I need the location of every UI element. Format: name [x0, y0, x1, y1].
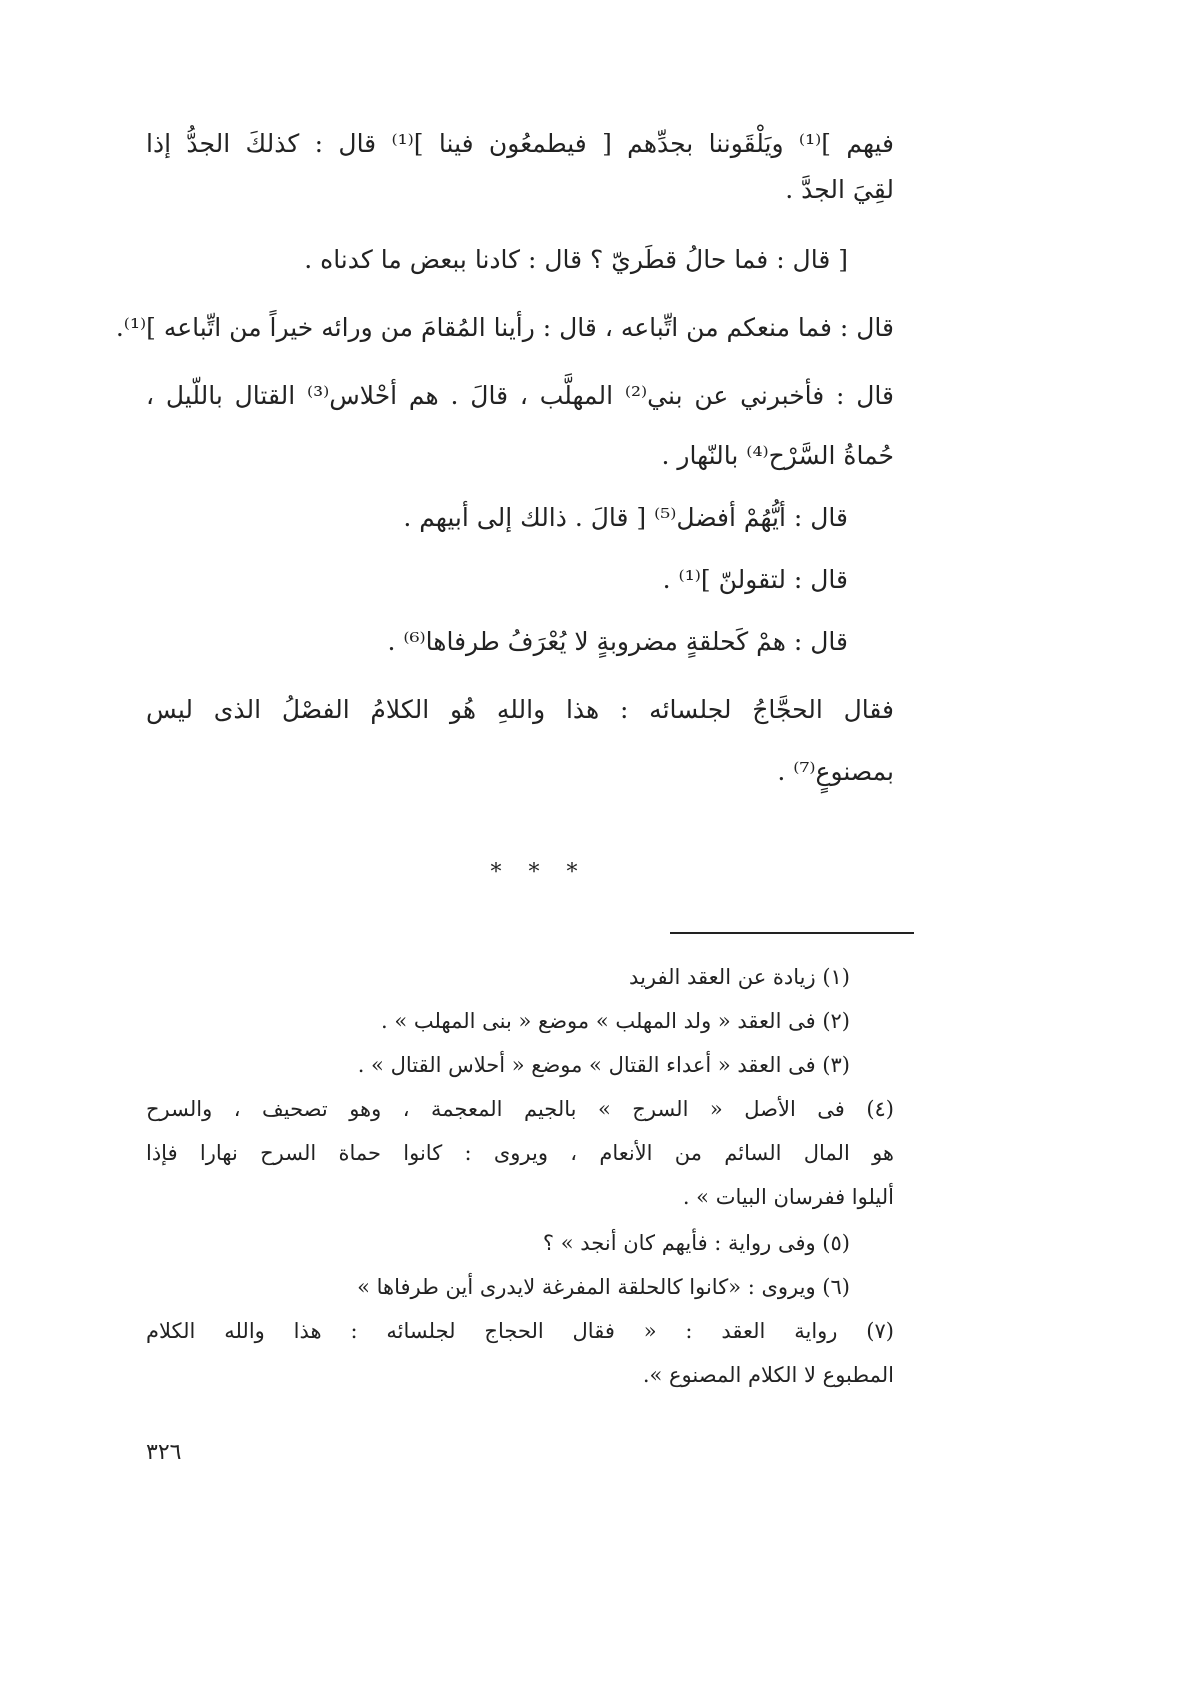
body-line: قال : لتقولنّ ]⁽¹⁾ .: [662, 565, 848, 594]
footnote-line: أليلوا ففرسان البيات » .: [682, 1185, 894, 1209]
body-line: لقِيَ الجدَّ .: [785, 175, 894, 204]
footnote-line: (٧) رواية العقد : « فقال الحجاج لجلسائه : هذا والله الكلام: [146, 1319, 894, 1343]
body-line: قال : فأخبرني عن بني⁽²⁾ المهلَّب ، قالَ . هم أحْلاس⁽³⁾ القتال باللّيل ،: [146, 381, 894, 410]
body-line: بمصنوعٍ⁽⁷⁾ .: [777, 757, 894, 786]
footnote-line: (٦) ويروى : «كانوا كالحلقة المفرغة لايدرى أين طرفاها »: [357, 1275, 850, 1299]
page-number: ٣٢٦: [146, 1440, 182, 1465]
body-line: قال : فما منعكم من اتِّباعه ، قال : رأينا المُقامَ من ورائه خيراً من اتِّباعه ]⁽¹⁾.: [115, 313, 894, 342]
body-line: حُماةُ السَّرْح⁽⁴⁾ بالنّهار .: [661, 441, 894, 470]
section-separator: * * *: [490, 860, 588, 885]
body-line: [ قال : فما حالُ قطَريّ ؟ قال : كادنا ببعض ما كدناه .: [304, 245, 848, 274]
footnote-line: (٤) فى الأصل « السرج » بالجيم المعجمة ، وهو تصحيف ، والسرح: [146, 1097, 894, 1121]
footnote-line: (١) زيادة عن العقد الفريد: [629, 965, 850, 989]
body-line: فيهم ]⁽¹⁾ ويَلْقَوننا بجدِّهم [ فيطمعُون فينا ]⁽¹⁾ قال : كذلكَ الجدُّ إذا: [146, 129, 894, 158]
footnote-divider: [670, 932, 914, 934]
body-line: فقال الحجَّاجُ لجلسائه : هذا واللهِ هُو الكلامُ الفصْلُ الذى ليس: [146, 695, 894, 724]
footnote-line: هو المال السائم من الأنعام ، ويروى : كانوا حماة السرح نهارا فإذا: [146, 1141, 894, 1165]
body-line: قال : أيُّهُمْ أفضل⁽⁵⁾ [ قالَ . ذالك إلى أبيهم .: [403, 503, 848, 532]
footnote-line: (٣) فى العقد « أعداء القتال » موضع « أحلاس القتال » .: [357, 1053, 850, 1077]
body-line: قال : همْ كَحلقةٍ مضروبةٍ لا يُعْرَفُ طرفاها⁽⁶⁾ .: [387, 627, 848, 656]
footnote-line: (٢) فى العقد « ولد المهلب » موضع « بنى المهلب » .: [380, 1009, 850, 1033]
footnote-line: (٥) وفى رواية : فأيهم كان أنجد » ؟: [542, 1231, 850, 1255]
footnote-line: المطبوع لا الكلام المصنوع ».: [642, 1363, 894, 1387]
